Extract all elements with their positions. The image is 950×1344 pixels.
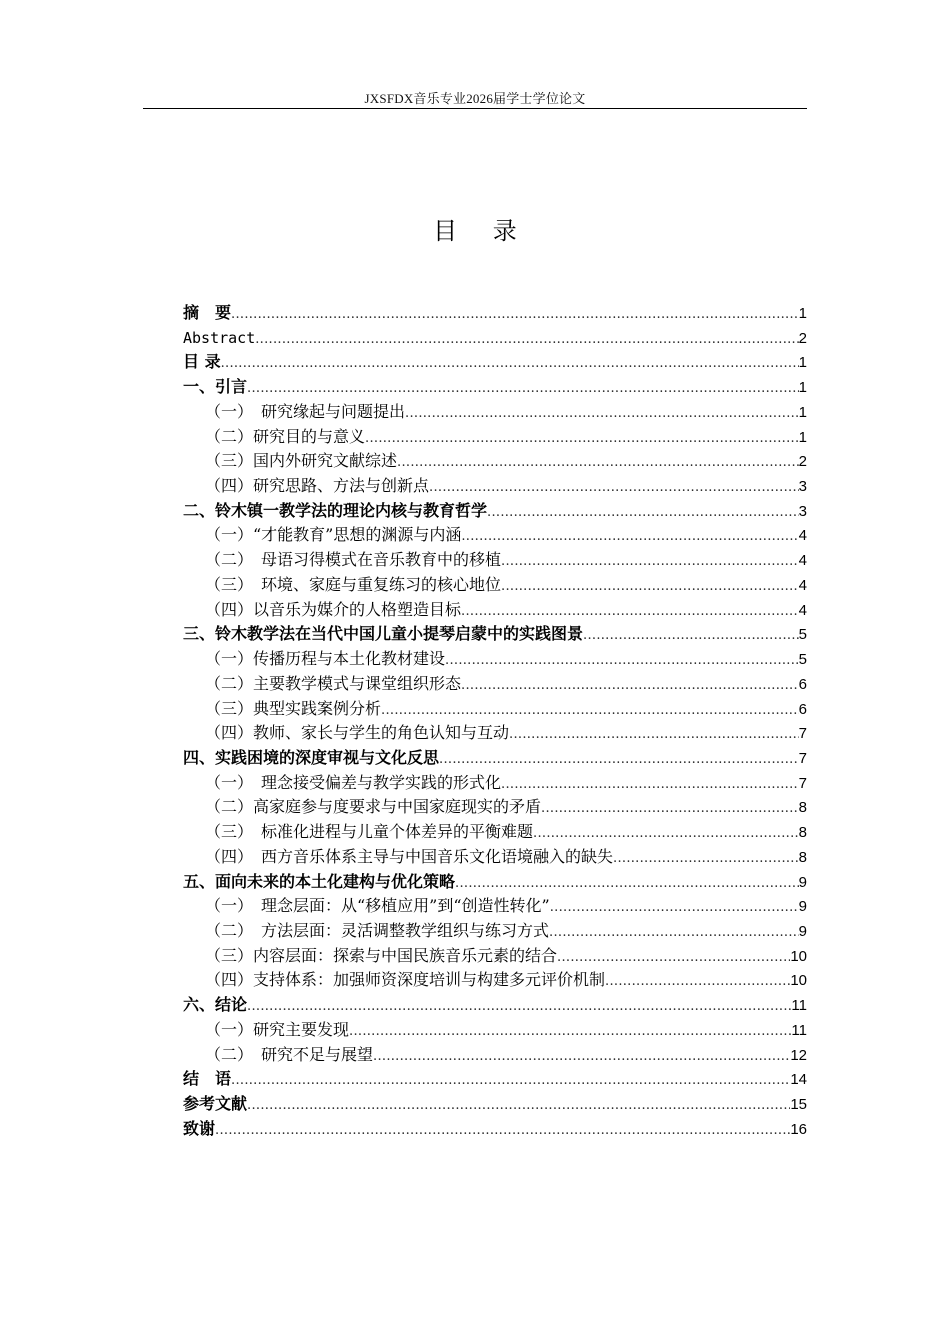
toc-entry[interactable] (183, 1018, 807, 1043)
toc-entry-label: 四、实践困境的深度审视与文化反思 (183, 747, 440, 767)
toc-entry-label: （四）支持体系：加强师资深度培训与构建多元评价机制 (205, 970, 606, 990)
toc-entry-page-number: 4 (798, 576, 807, 594)
toc-entry[interactable] (183, 746, 807, 771)
toc-entry[interactable] (183, 1117, 807, 1142)
toc-entry-page-number: 8 (798, 824, 807, 842)
toc-entry-label: （一） 理念层面：从“移植应用”到“创造性转化” (205, 896, 550, 916)
toc-entry[interactable] (183, 523, 807, 548)
toc-entry[interactable] (183, 820, 807, 845)
toc-dot-leader (247, 377, 799, 402)
toc-entry[interactable] (183, 499, 807, 524)
toc-dot-leader (549, 921, 799, 946)
toc-entry[interactable] (183, 400, 807, 425)
toc-dot-leader (509, 723, 799, 748)
toc-entry[interactable] (183, 350, 807, 375)
toc-entry[interactable] (183, 845, 807, 870)
toc-entry-page-number: 1 (798, 403, 807, 421)
toc-entry-label: （一）传播历程与本土化教材建设 (205, 649, 446, 669)
toc-dot-leader (550, 896, 799, 921)
toc-entry-page-number: 6 (798, 700, 807, 718)
toc-entry[interactable] (183, 672, 807, 697)
toc-entry-label: 目 录 (183, 352, 221, 372)
toc-entry[interactable] (183, 1043, 807, 1068)
toc-entry-page-number: 3 (798, 502, 807, 520)
toc-entry-label: （三）内容层面：探索与中国民族音乐元素的结合 (205, 945, 558, 965)
toc-entry-page-number: 9 (798, 922, 807, 940)
toc-dot-leader (349, 1020, 791, 1045)
toc-dot-leader (215, 1119, 790, 1144)
toc-entry[interactable] (183, 449, 807, 474)
toc-entry-page-number: 3 (798, 478, 807, 496)
toc-entry[interactable] (183, 573, 807, 598)
toc-entry[interactable] (183, 622, 807, 647)
toc-entry[interactable] (183, 944, 807, 969)
toc-entry[interactable] (183, 548, 807, 573)
toc-entry-page-number: 4 (798, 601, 807, 619)
toc-entry-page-number: 8 (798, 848, 807, 866)
toc-dot-leader (247, 1094, 790, 1119)
toc-entry[interactable] (183, 993, 807, 1018)
toc-entry[interactable] (183, 919, 807, 944)
toc-dot-leader (461, 525, 798, 550)
toc-entry-page-number: 1 (798, 428, 807, 446)
toc-entry[interactable] (183, 894, 807, 919)
toc-entry-label: （二）高家庭参与度要求与中国家庭现实的矛盾 (205, 797, 542, 817)
toc-entry-page-number: 5 (798, 651, 807, 669)
toc-dot-leader (461, 600, 799, 625)
toc-entry[interactable] (183, 375, 807, 400)
toc-dot-leader (583, 624, 799, 649)
toc-entry-label: （一）研究主要发现 (205, 1019, 350, 1039)
toc-entry-label: （一）“才能教育”思想的渊源与内涵 (205, 525, 462, 545)
toc-dot-leader (381, 699, 799, 724)
toc-entry[interactable] (183, 1092, 807, 1117)
toc-dot-leader (461, 674, 799, 699)
toc-entry-page-number: 5 (798, 626, 807, 644)
toc-entry-label: （四）以音乐为媒介的人格塑造目标 (205, 599, 462, 619)
toc-entry-label: 参考文献 (183, 1094, 248, 1113)
toc-entry-label: （三）典型实践案例分析 (205, 698, 382, 718)
toc-entry-label: （三）国内外研究文献综述 (205, 451, 398, 471)
toc-dot-leader (365, 427, 799, 452)
toc-entry[interactable] (183, 1067, 807, 1092)
toc-entry[interactable] (183, 771, 807, 796)
toc-entry-page-number: 12 (790, 1046, 807, 1064)
toc-entry-page-number: 10 (790, 972, 807, 990)
toc-entry-label: 一、引言 (183, 377, 248, 397)
toc-entry-label: 五、面向未来的本土化建构与优化策略 (183, 871, 456, 891)
toc-entry[interactable] (183, 795, 807, 820)
toc-entry[interactable] (183, 301, 807, 326)
toc-entry[interactable] (183, 474, 807, 499)
toc-entry-page-number: 2 (798, 329, 807, 347)
toc-dot-leader (501, 575, 799, 600)
toc-entry-page-number: 14 (790, 1071, 807, 1089)
toc-entry-label: （二） 方法层面：灵活调整教学组织与练习方式 (205, 920, 550, 940)
toc-dot-leader (605, 970, 790, 995)
toc-entry-label: 三、铃木教学法在当代中国儿童小提琴启蒙中的实践图景 (183, 624, 584, 644)
toc-dot-leader (613, 847, 799, 872)
toc-dot-leader (501, 773, 799, 798)
toc-dot-leader (373, 1045, 790, 1070)
toc-entry[interactable] (183, 968, 807, 993)
toc-entry-label: （二） 母语习得模式在音乐教育中的移植 (205, 550, 502, 570)
toc-dot-leader (405, 402, 799, 427)
toc-dot-leader (501, 550, 799, 575)
toc-dot-leader (533, 822, 799, 847)
toc-dot-leader (247, 995, 791, 1020)
toc-entry-page-number: 4 (798, 552, 807, 570)
toc-dot-leader (541, 797, 799, 822)
toc-dot-leader (429, 476, 799, 501)
page-title: 目 录 (433, 217, 531, 245)
toc-entry-label: （三） 标准化进程与儿童个体差异的平衡难题 (205, 822, 534, 842)
toc-entry-page-number: 9 (798, 898, 807, 916)
toc-entry-label: Abstract (183, 328, 256, 347)
toc-dot-leader (231, 303, 799, 328)
toc-dot-leader (255, 328, 798, 353)
toc-dot-leader (439, 748, 799, 773)
running-header: JXSFDX音乐专业2026届学士学位论文 (364, 91, 586, 106)
toc-entry-page-number: 1 (798, 354, 807, 372)
toc-entry[interactable] (183, 598, 807, 623)
toc-entry[interactable] (183, 425, 807, 450)
toc-dot-leader (445, 649, 799, 674)
toc-entry-label: （三） 环境、家庭与重复练习的核心地位 (205, 574, 502, 594)
toc-entry-page-number: 7 (798, 774, 807, 792)
toc-entry-label: （二）研究目的与意义 (205, 426, 366, 446)
header-rule (143, 108, 807, 109)
toc-dot-leader (231, 1069, 790, 1094)
toc-entry-label: （四） 西方音乐体系主导与中国音乐文化语境融入的缺失 (205, 846, 614, 866)
toc-entry-label: 摘 要 (183, 303, 232, 322)
toc-entry-page-number: 7 (798, 725, 807, 743)
toc-entry[interactable] (183, 870, 807, 895)
toc-entry-label: （二）主要教学模式与课堂组织形态 (205, 673, 462, 693)
toc-entry-label: 结 语 (183, 1069, 232, 1089)
toc-entry[interactable] (183, 721, 807, 746)
toc-entry-page-number: 10 (790, 947, 807, 965)
toc-entry-label: （四）研究思路、方法与创新点 (205, 476, 430, 496)
toc-entry-page-number: 6 (798, 675, 807, 693)
toc-entry-label: （四）教师、家长与学生的角色认知与互动 (205, 723, 510, 743)
toc-entry-page-number: 4 (798, 527, 807, 545)
toc-entry-label: （一） 理念接受偏差与教学实践的形式化 (205, 772, 502, 792)
toc-entry-page-number: 8 (798, 799, 807, 817)
toc-entry-page-number: 1 (798, 379, 807, 397)
toc-entry-page-number: 7 (798, 749, 807, 767)
toc-dot-leader (487, 501, 799, 526)
toc-dot-leader (455, 872, 799, 897)
toc-entry-page-number: 2 (798, 453, 807, 471)
toc-dot-leader (397, 451, 799, 476)
toc-dot-leader (221, 352, 799, 377)
table-of-contents (183, 301, 807, 1141)
toc-entry-page-number: 16 (790, 1120, 807, 1138)
toc-entry-label: 二、铃木镇一教学法的理论内核与教育哲学 (183, 500, 488, 520)
toc-entry-label: 六、结论 (183, 995, 248, 1015)
toc-dot-leader (557, 946, 790, 971)
toc-entry-page-number: 15 (790, 1096, 807, 1113)
toc-entry-label: （二） 研究不足与展望 (205, 1044, 374, 1064)
toc-entry[interactable] (183, 647, 807, 672)
toc-entry[interactable] (183, 697, 807, 722)
toc-entry-page-number: 1 (798, 305, 807, 322)
toc-entry-label: （一） 研究缘起与问题提出 (205, 401, 406, 421)
toc-entry-page-number: 9 (798, 873, 807, 891)
toc-entry[interactable] (183, 326, 807, 351)
toc-entry-label: 致谢 (183, 1118, 216, 1138)
toc-entry-page-number: 11 (791, 1021, 807, 1039)
toc-entry-page-number: 11 (791, 997, 807, 1015)
